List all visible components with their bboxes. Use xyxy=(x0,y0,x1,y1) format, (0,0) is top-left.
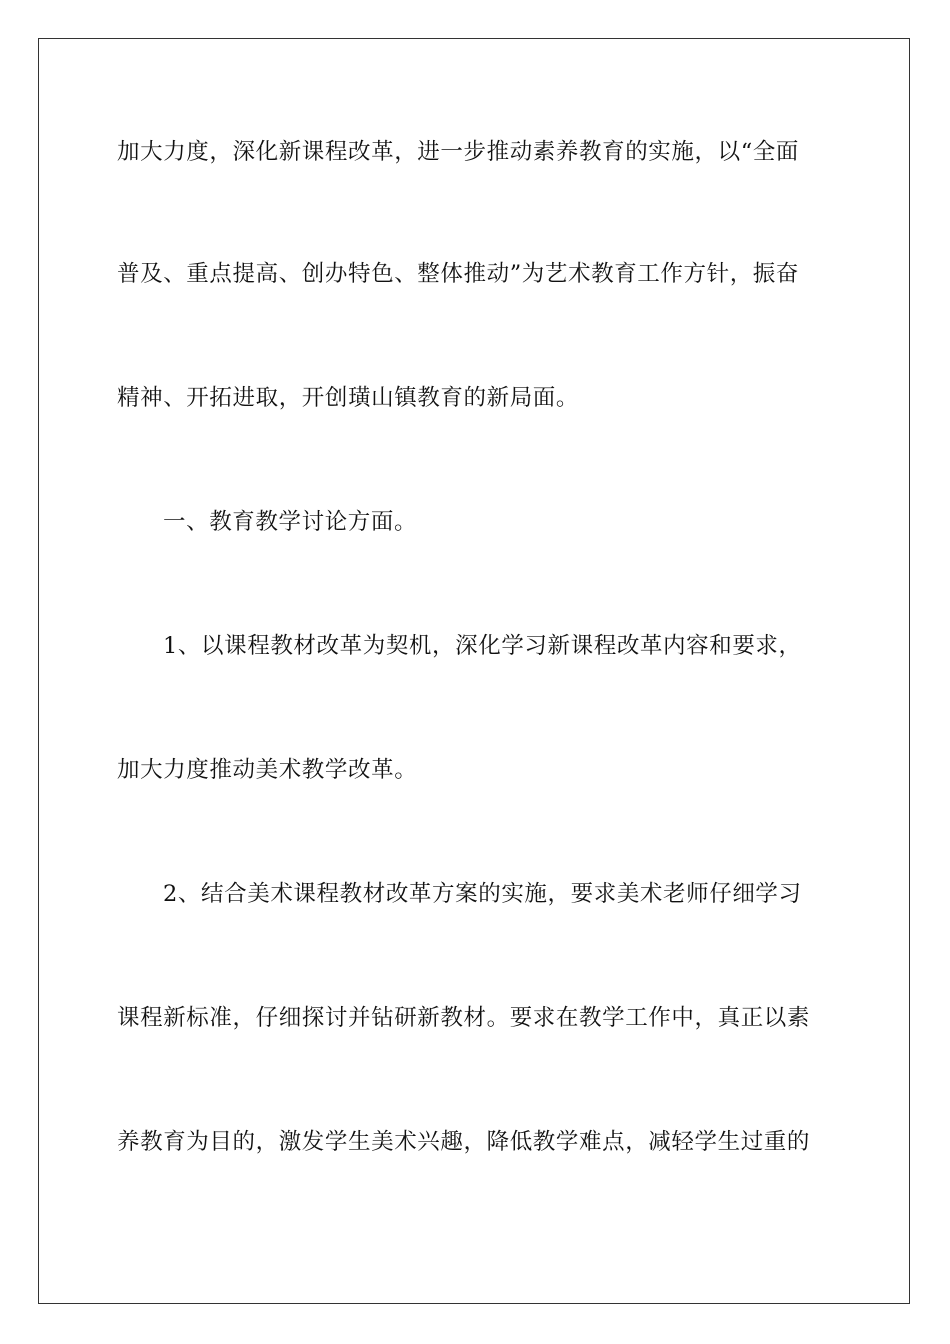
list-item-1-line-1: 1、以课程教材改革为契机，深化学习新课程改革内容和要求， xyxy=(163,633,802,659)
list-item-1-line-2: 加大力度推动美术教学改革。 xyxy=(117,757,418,783)
page-border xyxy=(38,38,910,1304)
paragraph-line-1: 加大力度，深化新课程改革，进一步推动素养教育的实施，以“全面 xyxy=(117,139,800,165)
list-item-2-line-1: 2、结合美术课程教材改革方案的实施，要求美术老师仔细学习 xyxy=(163,881,802,907)
list-item-2-line-3: 养教育为目的，激发学生美术兴趣，降低教学难点，减轻学生过重的 xyxy=(117,1129,811,1155)
paragraph-line-3: 精神、开拓进取，开创璜山镇教育的新局面。 xyxy=(117,385,580,411)
list-item-2-line-2: 课程新标准，仔细探讨并钻研新教材。要求在教学工作中，真正以素 xyxy=(117,1005,811,1031)
section-heading: 一、教育教学讨论方面。 xyxy=(163,509,418,535)
paragraph-line-2: 普及、重点提高、创办特色、整体推动”为艺术教育工作方针，振奋 xyxy=(117,261,800,287)
